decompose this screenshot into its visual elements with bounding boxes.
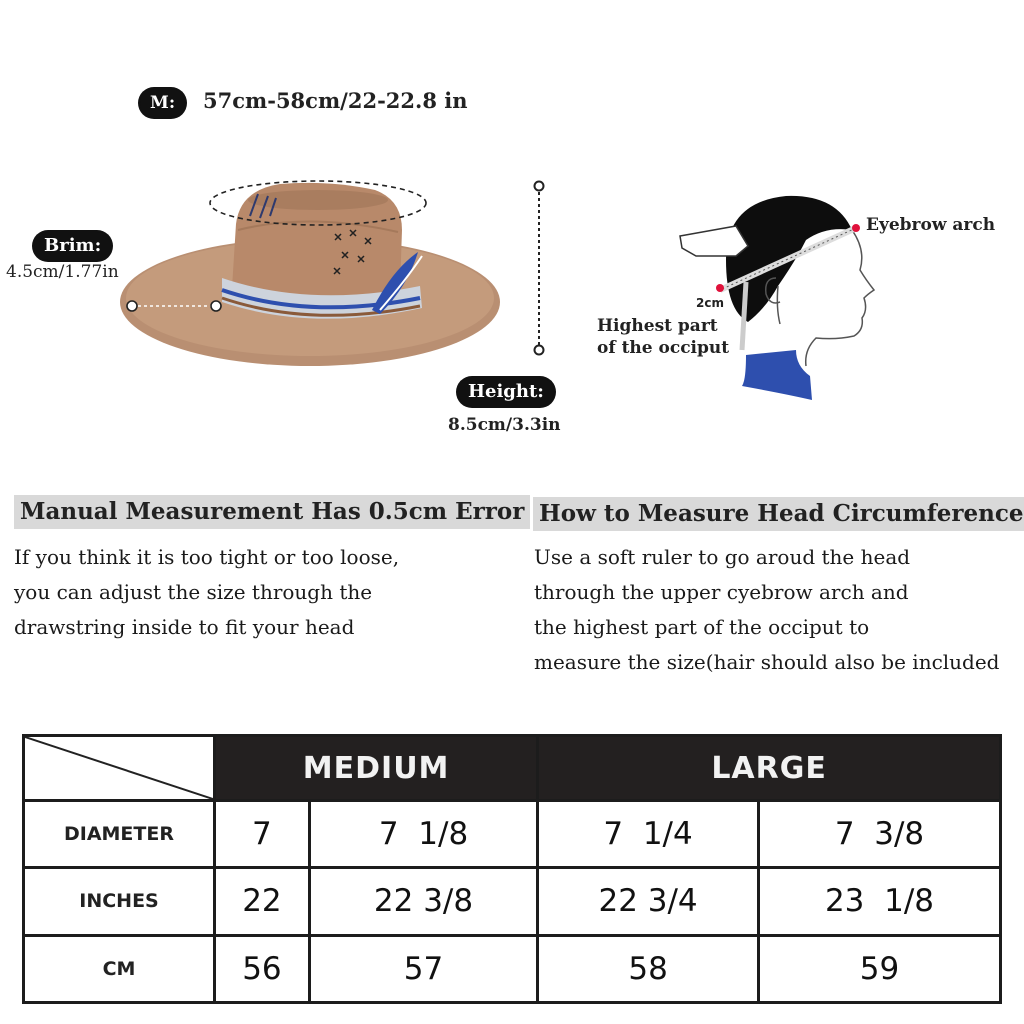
header-medium: MEDIUM [215,736,538,801]
table-cell: 22 [215,868,310,935]
table-cell: 57 [309,935,537,1002]
two-cm-label: 2cm [696,296,724,310]
paragraph-line: If you think it is too tight or too loose, [14,545,400,569]
paragraph-line: drawstring inside to fit your head [14,615,355,639]
table-cell: 7 1/4 [538,801,759,868]
table-cell: 58 [538,935,759,1002]
row-label-inches: INCHES [24,868,215,935]
table-cell: 23 1/8 [758,868,1000,935]
table-cell: 7 1/8 [309,801,537,868]
table-cell: 7 [215,801,310,868]
row-label-diameter: DIAMETER [24,801,215,868]
table-row [24,868,1001,935]
occiput-label-line1: Highest part [597,316,718,336]
table-cell: 7 3/8 [758,801,1000,868]
table-corner-cell [24,736,215,801]
how-to-measure-text [534,540,1000,680]
table-cell: 22 3/8 [309,868,537,935]
paragraph-line: measure the size(hair should also be included [534,650,1000,674]
table-cell: 56 [215,935,310,1002]
brim-badge: Brim: [34,232,111,260]
measurement-error-text [14,540,399,645]
paragraph-line: Use a soft ruler to go aroud the head [534,545,911,569]
height-badge: Height: [458,378,554,406]
table-cell: 22 3/4 [538,868,759,935]
height-value: 8.5cm/3.3in [448,415,561,435]
size-badge: M: [140,89,185,117]
paragraph-line: the highest part of the occiput to [534,615,870,639]
height-measure-line [530,178,548,358]
row-label-cm: CM [24,935,215,1002]
size-range-text: 57cm-58cm/22-22.8 in [203,88,468,113]
header-large: LARGE [538,736,1001,801]
table-header-row [24,736,1001,801]
paragraph-line: through the upper cyebrow arch and [534,580,909,604]
hat-illustration [110,160,530,390]
table-cell: 59 [758,935,1000,1002]
measurement-error-title: Manual Measurement Has 0.5cm Error [14,495,530,529]
paragraph-line: you can adjust the size through the [14,580,373,604]
how-to-measure-title: How to Measure Head Circumference [533,497,1024,531]
occiput-label-line2: of the occiput [597,338,730,358]
size-table [22,734,1002,1004]
eyebrow-arch-label: Eyebrow arch [866,215,996,235]
table-row [24,801,1001,868]
table-row [24,935,1001,1002]
brim-value: 4.5cm/1.77in [6,262,119,282]
